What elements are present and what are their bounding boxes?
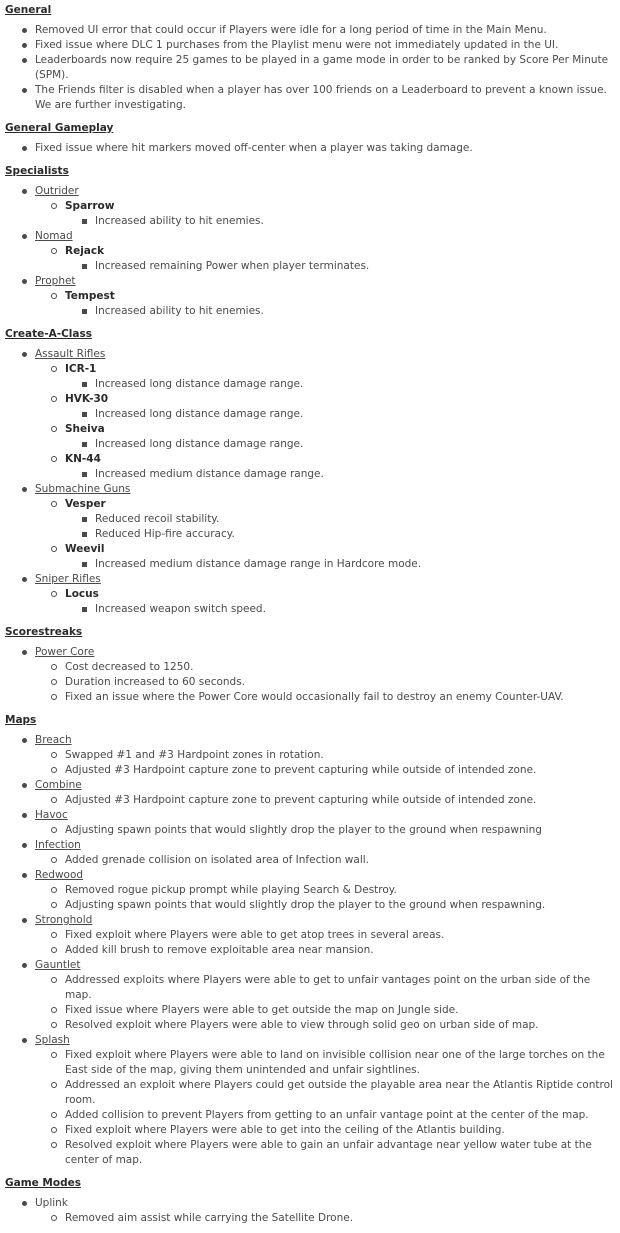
item-name: Tempest [65,290,115,302]
bullet-circle-icon [51,203,57,209]
list-level-3 [5,214,614,229]
bullet-square-icon [82,264,87,269]
item-text: Adjusting spawn points that would slightly drop the player to the ground when respawning [65,824,542,836]
item-text: Increased long distance damage range. [95,438,304,450]
list-item [5,1196,614,1211]
subsection-link[interactable]: Nomad [35,230,73,242]
list-item [5,690,614,705]
list-level-2 [5,587,614,617]
bullet-square-icon [82,412,87,417]
list-level-2 [5,362,614,482]
bullet-square-icon [82,532,87,537]
list-level-1 [5,645,614,705]
item-text: Leaderboards now require 25 games to be played in a game mode in order to be ranked by Score Per Minute (SPM). [35,54,609,81]
bullet-circle-icon [51,1127,57,1133]
list-item [5,1018,614,1033]
bullet-circle-icon [51,293,57,299]
subsection-item [5,778,614,793]
bullet-disc-icon [22,352,27,357]
list-level-2 [5,928,614,958]
item-text: Increased remaining Power when player terminates. [95,260,370,272]
list-level-3 [5,304,614,319]
bullet-circle-icon [51,1142,57,1148]
item-text: Added kill brush to remove exploitable area near mansion. [65,944,374,956]
bullet-disc-icon [22,650,27,655]
bullet-circle-icon [51,366,57,372]
list-item [5,1138,614,1168]
bullet-circle-icon [51,1112,57,1118]
list-level-2 [5,1211,614,1226]
item-text: Addressed exploits where Players were able to get to unfair vantages point on the urban side of the map. [65,974,591,1001]
subsection-item [5,645,614,660]
subsection-link[interactable]: Combine [35,779,82,791]
bullet-disc-icon [22,88,27,93]
list-item [5,1078,614,1108]
bullet-circle-icon [51,1052,57,1058]
section [5,712,614,1175]
subsection-link[interactable]: Splash [35,1034,70,1046]
bullet-disc-icon [22,487,27,492]
item-text: Fixed issue where DLC 1 purchases from the Playlist menu were not immediately updated in the UI. [35,39,559,51]
item-name: Weevil [65,543,105,555]
subsection-link[interactable]: Redwood [35,869,84,881]
subsection-link[interactable]: Infection [35,839,81,851]
list-item [5,467,614,482]
list-item [5,748,614,763]
list-item [5,512,614,527]
list-level-1 [5,347,614,617]
list-level-2 [5,497,614,572]
item-name: Rejack [65,245,105,257]
section-title: Maps [5,714,37,726]
bullet-disc-icon [22,738,27,743]
item-text: Fixed an issue where the Power Core would occasionally fail to destroy an enemy Counter-UAV. [65,691,564,703]
list-item [5,1211,614,1226]
bullet-disc-icon [22,843,27,848]
bullet-circle-icon [51,591,57,597]
bullet-circle-icon [51,396,57,402]
bullet-circle-icon [51,1022,57,1028]
item-text: Fixed exploit where Players were able to get atop trees in several areas. [65,929,445,941]
item-name: Sparrow [65,200,115,212]
subsection-link[interactable]: Outrider [35,185,79,197]
list-item [5,943,614,958]
subsection-item [5,274,614,289]
item-text: Fixed issue where hit markers moved off-center when a player was taking damage. [35,142,473,154]
subsection-item [5,229,614,244]
named-item [5,362,614,377]
named-item [5,289,614,304]
subsection-item [5,838,614,853]
list-level-3 [5,512,614,542]
list-item [5,377,614,392]
list-item [5,823,614,838]
bullet-circle-icon [51,977,57,983]
item-text: Uplink [35,1197,68,1209]
bullet-disc-icon [22,963,27,968]
subsection-item [5,482,614,497]
subsection-link[interactable]: Gauntlet [35,959,81,971]
named-item [5,392,614,407]
list-item [5,437,614,452]
subsection-item [5,347,614,362]
list-level-3 [5,602,614,617]
section-title: General [5,4,52,16]
bullet-circle-icon [51,664,57,670]
bullet-disc-icon [22,577,27,582]
subsection-item [5,572,614,587]
subsection-item [5,808,614,823]
named-item [5,542,614,557]
bullet-circle-icon [51,546,57,552]
list-item [5,853,614,868]
list-item [5,763,614,778]
bullet-circle-icon [51,679,57,685]
list-level-2 [5,883,614,913]
list-level-1 [5,733,614,1168]
item-text: Removed aim assist while carrying the Satellite Drone. [65,1212,354,1224]
subsection-item [5,733,614,748]
item-text: Fixed exploit where Players were able to get into the ceiling of the Atlantis building. [65,1124,505,1136]
named-item [5,199,614,214]
bullet-square-icon [82,562,87,567]
bullet-disc-icon [22,189,27,194]
section [5,326,614,624]
item-text: Increased long distance damage range. [95,378,304,390]
bullet-square-icon [82,309,87,314]
list-item [5,304,614,319]
subsection-link[interactable]: Havoc [35,809,68,821]
list-item [5,928,614,943]
item-name: HVK-30 [65,393,109,405]
list-item [5,23,614,38]
item-name: Vesper [65,498,106,510]
item-text: Added collision to prevent Players from getting to an unfair vantage point at the center of the map. [65,1109,589,1121]
subsection-item [5,184,614,199]
item-name: ICR-1 [65,363,97,375]
list-level-3 [5,557,614,572]
list-level-1 [5,1196,614,1226]
subsection-item [5,1033,614,1048]
item-text: Fixed exploit where Players were able to land on invisible collision near one of the large torches on the East side of the map, giving them unintended and unfair sightlines. [65,1049,605,1076]
bullet-disc-icon [22,813,27,818]
list-level-2 [5,748,614,778]
bullet-circle-icon [51,827,57,833]
bullet-disc-icon [22,783,27,788]
section [5,624,614,712]
bullet-square-icon [82,607,87,612]
item-text: Increased ability to hit enemies. [95,215,264,227]
item-text: Cost decreased to 1250. [65,661,194,673]
item-text: Reduced Hip-fire accuracy. [95,528,235,540]
list-level-2 [5,199,614,229]
section-title: General Gameplay [5,122,114,134]
section-title: Game Modes [5,1177,81,1189]
list-level-1 [5,184,614,319]
list-item [5,675,614,690]
bullet-circle-icon [51,947,57,953]
list-item [5,527,614,542]
bullet-disc-icon [22,43,27,48]
item-text: Removed UI error that could occur if Players were idle for a long period of time in the Main Menu. [35,24,547,36]
list-level-3 [5,437,614,452]
bullet-disc-icon [22,1038,27,1043]
item-text: Resolved exploit where Players were able to gain an unfair advantage near yellow water tube at the center of map. [65,1139,592,1166]
subsection-item [5,958,614,973]
list-item [5,259,614,274]
subsection-link[interactable]: Power Core [35,646,95,658]
item-text: Adjusted #3 Hardpoint capture zone to prevent capturing while outside of intended zone. [65,764,537,776]
list-level-2 [5,823,614,838]
bullet-disc-icon [22,234,27,239]
item-text: Swapped #1 and #3 Hardpoint zones in rotation. [65,749,324,761]
list-item [5,883,614,898]
item-text: Added grenade collision on isolated area of Infection wall. [65,854,370,866]
subsection-item [5,913,614,928]
subsection-item [5,868,614,883]
list-level-2 [5,244,614,274]
list-item [5,602,614,617]
list-level-2 [5,853,614,868]
bullet-disc-icon [22,58,27,63]
list-level-2 [5,973,614,1033]
bullet-disc-icon [22,279,27,284]
item-name: Sheiva [65,423,105,435]
list-item [5,1048,614,1078]
bullet-circle-icon [51,248,57,254]
bullet-circle-icon [51,426,57,432]
item-text: The Friends filter is disabled when a player has over 100 friends on a Leaderboard to prevent a known issue. We are further investigating. [35,84,607,111]
named-item [5,452,614,467]
section-title: Specialists [5,165,69,177]
item-text: Adjusting spawn points that would slightly drop the player to the ground when respawning. [65,899,546,911]
bullet-disc-icon [22,146,27,151]
item-name: Locus [65,588,99,600]
item-text: Resolved exploit where Players were able to view through solid geo on urban side of map. [65,1019,539,1031]
section [5,2,614,120]
subsection-link[interactable]: Submachine Guns [35,483,131,495]
list-item [5,141,614,156]
bullet-disc-icon [22,873,27,878]
list-item [5,83,614,113]
list-item [5,1003,614,1018]
bullet-square-icon [82,442,87,447]
section-title: Create-A-Class [5,328,92,340]
item-text: Increased weapon switch speed. [95,603,266,615]
bullet-circle-icon [51,932,57,938]
bullet-circle-icon [51,501,57,507]
bullet-circle-icon [51,887,57,893]
list-item [5,1123,614,1138]
list-item [5,898,614,913]
named-item [5,244,614,259]
bullet-circle-icon [51,902,57,908]
item-text: Addressed an exploit where Players could get outside the playable area near the Atlantis Riptide control room. [65,1079,613,1106]
list-level-2 [5,1048,614,1168]
subsection-link[interactable]: Sniper Rifles [35,573,101,585]
list-level-2 [5,660,614,705]
named-item [5,497,614,512]
bullet-circle-icon [51,752,57,758]
list-item [5,38,614,53]
list-level-3 [5,259,614,274]
subsection-link[interactable]: Stronghold [35,914,93,926]
item-text: Adjusted #3 Hardpoint capture zone to prevent capturing while outside of intended zone. [65,794,537,806]
bullet-circle-icon [51,694,57,700]
section [5,163,614,326]
list-item [5,793,614,808]
list-item [5,557,614,572]
item-text: Fixed issue where Players were able to get outside the map on Jungle side. [65,1004,459,1016]
list-level-2 [5,289,614,319]
subsection-link[interactable]: Assault Rifles [35,348,106,360]
list-level-3 [5,407,614,422]
bullet-disc-icon [22,1201,27,1206]
list-item [5,214,614,229]
bullet-circle-icon [51,857,57,863]
subsection-link[interactable]: Prophet [35,275,76,287]
section [5,120,614,163]
bullet-circle-icon [51,1007,57,1013]
item-text: Increased long distance damage range. [95,408,304,420]
item-text: Removed rogue pickup prompt while playing Search & Destroy. [65,884,397,896]
bullet-circle-icon [51,797,57,803]
list-level-1 [5,141,614,156]
list-level-3 [5,467,614,482]
bullet-circle-icon [51,456,57,462]
item-text: Duration increased to 60 seconds. [65,676,246,688]
list-item [5,660,614,675]
bullet-disc-icon [22,918,27,923]
bullet-square-icon [82,517,87,522]
list-level-1 [5,23,614,113]
item-text: Increased medium distance damage range. [95,468,324,480]
section [5,1175,614,1233]
list-item [5,407,614,422]
section-title: Scorestreaks [5,626,83,638]
item-text: Increased medium distance damage range in Hardcore mode. [95,558,422,570]
named-item [5,587,614,602]
bullet-square-icon [82,382,87,387]
bullet-square-icon [82,219,87,224]
named-item [5,422,614,437]
list-item [5,1108,614,1123]
bullet-circle-icon [51,1215,57,1221]
bullet-circle-icon [51,1082,57,1088]
bullet-disc-icon [22,28,27,33]
item-text: Increased ability to hit enemies. [95,305,264,317]
list-level-2 [5,793,614,808]
list-level-3 [5,377,614,392]
item-name: KN-44 [65,453,101,465]
list-item [5,973,614,1003]
item-text: Reduced recoil stability. [95,513,220,525]
list-item [5,53,614,83]
bullet-circle-icon [51,767,57,773]
bullet-square-icon [82,472,87,477]
subsection-link[interactable]: Breach [35,734,72,746]
